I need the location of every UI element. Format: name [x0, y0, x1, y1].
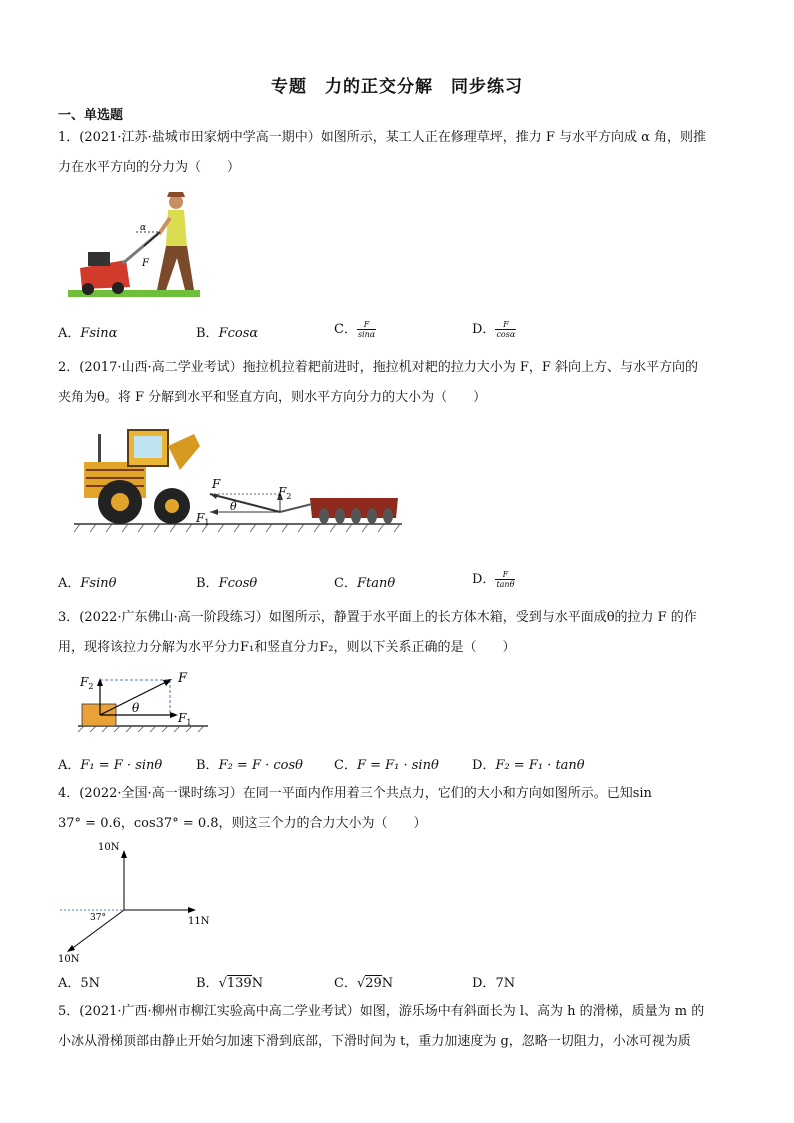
q3-f1-label — [177, 711, 191, 727]
q1-option-c-letter: C． — [334, 322, 357, 337]
q4-right-force-arrowhead — [188, 907, 196, 913]
q1-mower-wheel-front — [82, 283, 94, 295]
q2-option-a[interactable] — [58, 572, 116, 591]
q4-down-force-arrowhead — [67, 945, 75, 952]
q2-tractor-exhaust — [98, 434, 101, 462]
q3-option-b[interactable] — [196, 754, 303, 773]
q1-worker-legs — [157, 246, 194, 290]
q1-option-c-fraction — [357, 320, 376, 339]
q3-option-a-text: F₁ = F · sinθ — [80, 758, 163, 773]
q4-option-b-radicand: 139 — [226, 976, 252, 991]
q4-option-c-radicand: 29 — [365, 976, 382, 991]
q4-up-force-arrowhead — [121, 850, 127, 858]
q2-option-c[interactable] — [334, 572, 395, 591]
q3-option-a-letter: A． — [58, 758, 81, 773]
q1-worker-head — [169, 195, 183, 209]
q2-option-a-text: Fsinθ — [80, 576, 117, 591]
q2-option-d[interactable] — [472, 568, 515, 589]
q2-option-d-numerator: F — [495, 570, 515, 580]
section-heading: 一、单选题 — [58, 108, 124, 123]
q2-option-d-fraction — [495, 570, 515, 589]
q4-right-label: 11N — [188, 916, 210, 927]
q2-f2-letter: F — [278, 485, 287, 499]
q2-pull-force-line — [210, 494, 280, 512]
q4-option-d-text: 7N — [495, 976, 516, 991]
q4-up-label: 10N — [98, 842, 120, 853]
q1-worker-cap — [167, 192, 185, 197]
q2-option-d-letter: D． — [472, 572, 496, 587]
q3-f2-label — [79, 675, 93, 691]
q2-pull-force-arrowhead — [210, 494, 218, 499]
q1-option-d-fraction — [495, 320, 516, 339]
q3-force-label: F — [178, 671, 188, 686]
q2-option-b-text: Fcosθ — [218, 576, 258, 591]
q1-option-c-numerator: F — [357, 320, 376, 330]
q2-hitch-bar — [280, 504, 312, 512]
q1-stem-line2: 力在水平方向的分力为（ ） — [58, 160, 241, 175]
q2-theta-label: θ — [230, 500, 237, 513]
q1-alpha-label: α — [140, 223, 147, 233]
q3-f2-arrowhead — [97, 678, 103, 686]
q3-stem-line1: 3．(2022·广东佛山·高一阶段练习）如图所示，静置于水平面上的长方体木箱，受到与水平面成θ的拉力 F 的作 — [58, 610, 697, 625]
q2-f1-letter: F — [196, 511, 205, 525]
q3-option-d-text: F₂ = F₁ · tanθ — [495, 758, 585, 773]
q1-option-a[interactable] — [58, 322, 117, 341]
q3-theta-label: θ — [132, 701, 140, 715]
page-title: 专题 力的正交分解 同步练习 — [271, 77, 523, 97]
q1-option-b[interactable] — [196, 322, 258, 341]
q2-tractor-window — [134, 436, 162, 458]
q1-option-c[interactable] — [334, 318, 376, 339]
q4-option-d[interactable] — [472, 972, 515, 991]
q2-ground-hatch — [74, 524, 400, 532]
q2-option-c-letter: C． — [334, 576, 357, 591]
q4-stem-line2: 37° = 0.6，cos37° = 0.8，则这三个力的合力大小为（ ） — [58, 816, 427, 831]
q2-option-b-letter: B． — [196, 576, 219, 591]
q1-lawnmower-figure — [66, 190, 206, 300]
q1-worker-shirt — [166, 210, 187, 246]
q3-f2-subscript: 2 — [88, 682, 94, 691]
q3-option-c[interactable] — [334, 754, 439, 773]
q4-stem-line1: 4．(2022·全国·高一课时练习）在同一平面内作用着三个共点力，它们的大小和方向如图所示。已知sin — [58, 786, 652, 801]
q3-ground-hatch — [78, 726, 204, 732]
q1-option-a-text: Fsinα — [80, 326, 118, 341]
q3-stem-line2: 用，现将该拉力分解为水平分力F₁和竖直分力F₂，则以下关系正确的是（ ） — [58, 640, 516, 655]
q3-option-a[interactable] — [58, 754, 162, 773]
q1-stem-line1: 1．(2021·江苏·盐城市田家炳中学高一期中）如图所示，某工人正在修理草坪，推力 F 与水平方向成 α 角，则推 — [58, 130, 707, 145]
q2-f2-label — [277, 485, 291, 501]
q3-option-b-text: F₂ = F · cosθ — [218, 758, 303, 773]
q4-option-a-text: 5N — [80, 976, 101, 991]
q2-stem-line2: 夹角为θ。将 F 分解到水平和竖直方向，则水平方向分力的大小为（ ） — [58, 390, 487, 405]
q4-forces-figure — [56, 838, 226, 966]
q1-option-d[interactable] — [472, 318, 516, 339]
q3-option-d[interactable] — [472, 754, 585, 773]
q4-option-c-sqrt-sign: √ — [356, 976, 366, 991]
q2-option-d-denominator: tanθ — [496, 580, 515, 589]
q1-option-d-denominator: cosα — [496, 330, 516, 339]
q2-stem-line1: 2．(2017·山西·高二学业考试）拖拉机拉着耙前进时，拖拉机对耙的拉力大小为 F，F 斜向上方、与水平方向的 — [58, 360, 698, 375]
q4-option-a[interactable] — [58, 972, 100, 991]
q4-option-c-unit: N — [381, 976, 394, 991]
q1-force-label: F — [142, 258, 149, 269]
q4-option-c-letter: C． — [334, 976, 357, 991]
q3-f1-arrowhead — [170, 712, 178, 718]
q1-force-line — [144, 232, 160, 246]
q2-tractor-figure — [70, 426, 410, 538]
q2-f1-arrowhead — [210, 509, 218, 515]
q2-force-label: F — [212, 477, 221, 491]
q2-tractor-loader-arm — [168, 434, 200, 470]
q4-option-c[interactable] — [334, 972, 393, 991]
q4-option-b[interactable] — [196, 972, 263, 991]
q1-option-d-numerator: F — [495, 320, 516, 330]
q4-option-b-letter: B． — [196, 976, 219, 991]
q1-mower-engine — [88, 252, 110, 266]
q1-option-b-text: Fcosα — [218, 326, 259, 341]
q2-f2-subscript: 2 — [286, 492, 292, 501]
q4-angle-label: 37° — [90, 913, 106, 923]
q5-stem-line2: 小冰从滑梯顶部由静止开始匀加速下滑到底部，下滑时间为 t，重力加速度为 g，忽略一切阻力，小冰可视为质 — [58, 1034, 691, 1049]
q4-down-label: 10N — [58, 954, 80, 965]
q1-mower-wheel-back — [112, 282, 124, 294]
q2-f1-label — [195, 511, 209, 527]
q4-option-d-letter: D． — [472, 976, 496, 991]
q1-option-b-letter: B． — [196, 326, 219, 341]
q4-option-a-letter: A． — [58, 976, 81, 991]
q3-option-c-text: F = F₁ · sinθ — [356, 758, 439, 773]
q3-option-d-letter: D． — [472, 758, 496, 773]
q3-box-figure — [74, 668, 214, 734]
q4-option-b-sqrt-sign: √ — [218, 976, 227, 991]
q2-option-a-letter: A． — [58, 576, 81, 591]
q2-option-c-text: Ftanθ — [356, 576, 396, 591]
q3-option-c-letter: C． — [334, 758, 357, 773]
q1-option-d-letter: D． — [472, 322, 496, 337]
q1-option-c-denominator: sinα — [357, 330, 376, 339]
q3-f1-subscript: 1 — [186, 718, 192, 727]
q5-stem-line1: 5．(2021·广西·柳州市柳江实验高中高二学业考试）如图，游乐场中有斜面长为 l、高为 h 的滑梯，质量为 m 的 — [58, 1004, 705, 1019]
q4-option-b-unit: N — [251, 976, 264, 991]
q2-option-b[interactable] — [196, 572, 257, 591]
q2-tractor-hub-back — [165, 499, 179, 513]
q3-f1-letter: F — [178, 711, 187, 725]
q1-option-a-letter: A． — [58, 326, 81, 341]
q3-option-b-letter: B． — [196, 758, 219, 773]
q2-f1-subscript: 1 — [204, 518, 210, 527]
q3-f2-letter: F — [80, 675, 89, 689]
q2-tractor-hub-front — [111, 493, 129, 511]
